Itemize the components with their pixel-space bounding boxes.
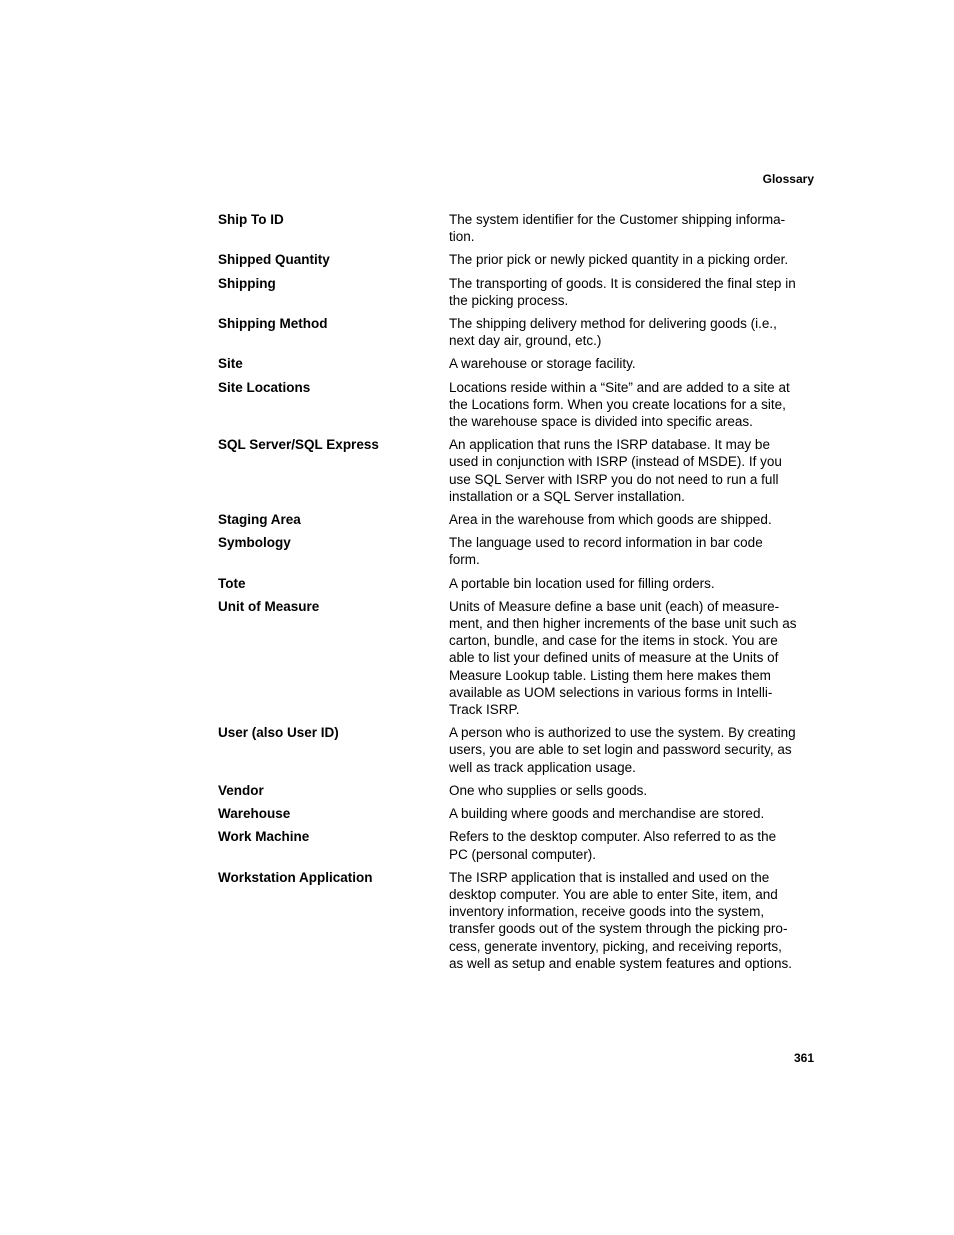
glossary-term: Symbology [218, 535, 291, 551]
glossary-entry [218, 315, 818, 349]
glossary-definition [449, 379, 807, 431]
glossary-definition [449, 724, 807, 776]
glossary-definition [449, 211, 807, 245]
definition-line: use SQL Server with ISRP you do not need to run a full [449, 471, 779, 487]
glossary-entry [218, 869, 818, 972]
definition-line: as well as setup and enable system features and options. [449, 955, 792, 971]
glossary-entry [218, 275, 818, 309]
definition-line: the warehouse space is divided into specific areas. [449, 414, 753, 430]
glossary-entry [218, 355, 818, 372]
definition-line: used in conjunction with ISRP (instead of MSDE). If you [449, 454, 782, 470]
glossary-definition [449, 828, 807, 862]
definition-line: The language used to record information in bar code [449, 535, 763, 551]
definition-line: PC (personal computer). [449, 846, 597, 862]
definition-line: the picking process. [449, 292, 569, 308]
definition-line: The transporting of goods. It is considered the final step in [449, 275, 796, 291]
definition-line: able to list your defined units of measure at the Units of [449, 650, 779, 666]
glossary-entry [218, 828, 818, 862]
definition-line: installation or a SQL Server installation. [449, 488, 685, 504]
glossary-term: Tote [218, 575, 246, 591]
glossary-entry [218, 782, 818, 799]
definition-line: the Locations form. When you create locations for a site, [449, 396, 786, 412]
glossary-term: Staging Area [218, 512, 301, 528]
glossary-term: SQL Server/SQL Express [218, 437, 379, 453]
glossary-definition [449, 782, 807, 799]
glossary-term: Unit of Measure [218, 598, 320, 614]
definition-line: The ISRP application that is installed and used on the [449, 869, 770, 885]
glossary-term: Site Locations [218, 379, 311, 395]
glossary-term: Warehouse [218, 806, 291, 822]
definition-line: One who supplies or sells goods. [449, 782, 648, 798]
definition-line: well as track application usage. [449, 759, 636, 775]
definition-line: Refers to the desktop computer. Also referred to as the [449, 829, 777, 845]
definition-line: carton, bundle, and case for the items in stock. You are [449, 633, 778, 649]
definition-line: A warehouse or storage facility. [449, 356, 636, 372]
glossary-entry [218, 805, 818, 822]
definition-line: A portable bin location used for filling orders. [449, 575, 715, 591]
glossary-term: Vendor [218, 782, 264, 798]
glossary-entry [218, 436, 818, 505]
glossary-entry [218, 598, 818, 718]
glossary-definition [449, 511, 807, 528]
running-header: Glossary [762, 172, 814, 186]
definition-line: The system identifier for the Customer shipping informa- [449, 212, 786, 227]
definition-line: A building where goods and merchandise are stored. [449, 806, 765, 822]
glossary-term: Shipped Quantity [218, 252, 330, 268]
definition-line: users, you are able to set login and password security, as [449, 742, 792, 758]
definition-line: Locations reside within a “Site” and are added to a site at [449, 379, 790, 395]
definition-line: form. [449, 552, 480, 568]
definition-line: The shipping delivery method for delivering goods (i.e., [449, 316, 777, 332]
definition-line: The prior pick or newly picked quantity in a picking order. [449, 252, 789, 268]
definition-line: tion. [449, 229, 475, 245]
glossary-entry [218, 251, 818, 268]
definition-line: inventory information, receive goods into the system, [449, 904, 765, 920]
glossary-term: Shipping Method [218, 316, 328, 332]
glossary-definition [449, 575, 807, 592]
glossary-definition [449, 534, 807, 568]
glossary-entry [218, 379, 818, 431]
glossary-definition [449, 275, 807, 309]
glossary-entry [218, 724, 818, 776]
definition-line: transfer goods out of the system through the picking pro- [449, 921, 788, 937]
definition-line: desktop computer. You are able to enter Site, item, and [449, 886, 778, 902]
glossary-term: User (also User ID) [218, 725, 339, 741]
glossary-definition [449, 805, 807, 822]
definition-line: next day air, ground, etc.) [449, 333, 602, 349]
glossary-entry [218, 575, 818, 592]
glossary-term: Ship To ID [218, 212, 284, 227]
glossary-term: Work Machine [218, 829, 310, 845]
definition-line: Measure Lookup table. Listing them here makes them [449, 667, 771, 683]
definition-line: ment, and then higher increments of the base unit such as [449, 616, 797, 632]
page-number: 361 [793, 1051, 814, 1065]
glossary-entry [218, 211, 818, 245]
definition-line: Area in the warehouse from which goods are shipped. [449, 512, 772, 528]
glossary-term: Shipping [218, 275, 276, 291]
glossary-definition [449, 598, 807, 718]
glossary-definition [449, 436, 807, 505]
glossary-definition [449, 355, 807, 372]
glossary-term: Workstation Application [218, 869, 373, 885]
glossary-entry [218, 534, 818, 568]
definition-line: Track ISRP. [449, 702, 520, 718]
glossary-definition [449, 251, 807, 268]
definition-line: available as UOM selections in various forms in Intelli- [449, 684, 773, 700]
definition-line: Units of Measure define a base unit (each) of measure- [449, 598, 780, 614]
glossary-entry [218, 511, 818, 528]
definition-line: An application that runs the ISRP database. It may be [449, 437, 770, 453]
glossary-definition [449, 869, 807, 972]
glossary-term: Site [218, 356, 243, 372]
glossary-list [218, 211, 818, 978]
definition-line: cess, generate inventory, picking, and receiving reports, [449, 938, 782, 954]
glossary-definition [449, 315, 807, 349]
definition-line: A person who is authorized to use the system. By creating [449, 725, 796, 741]
